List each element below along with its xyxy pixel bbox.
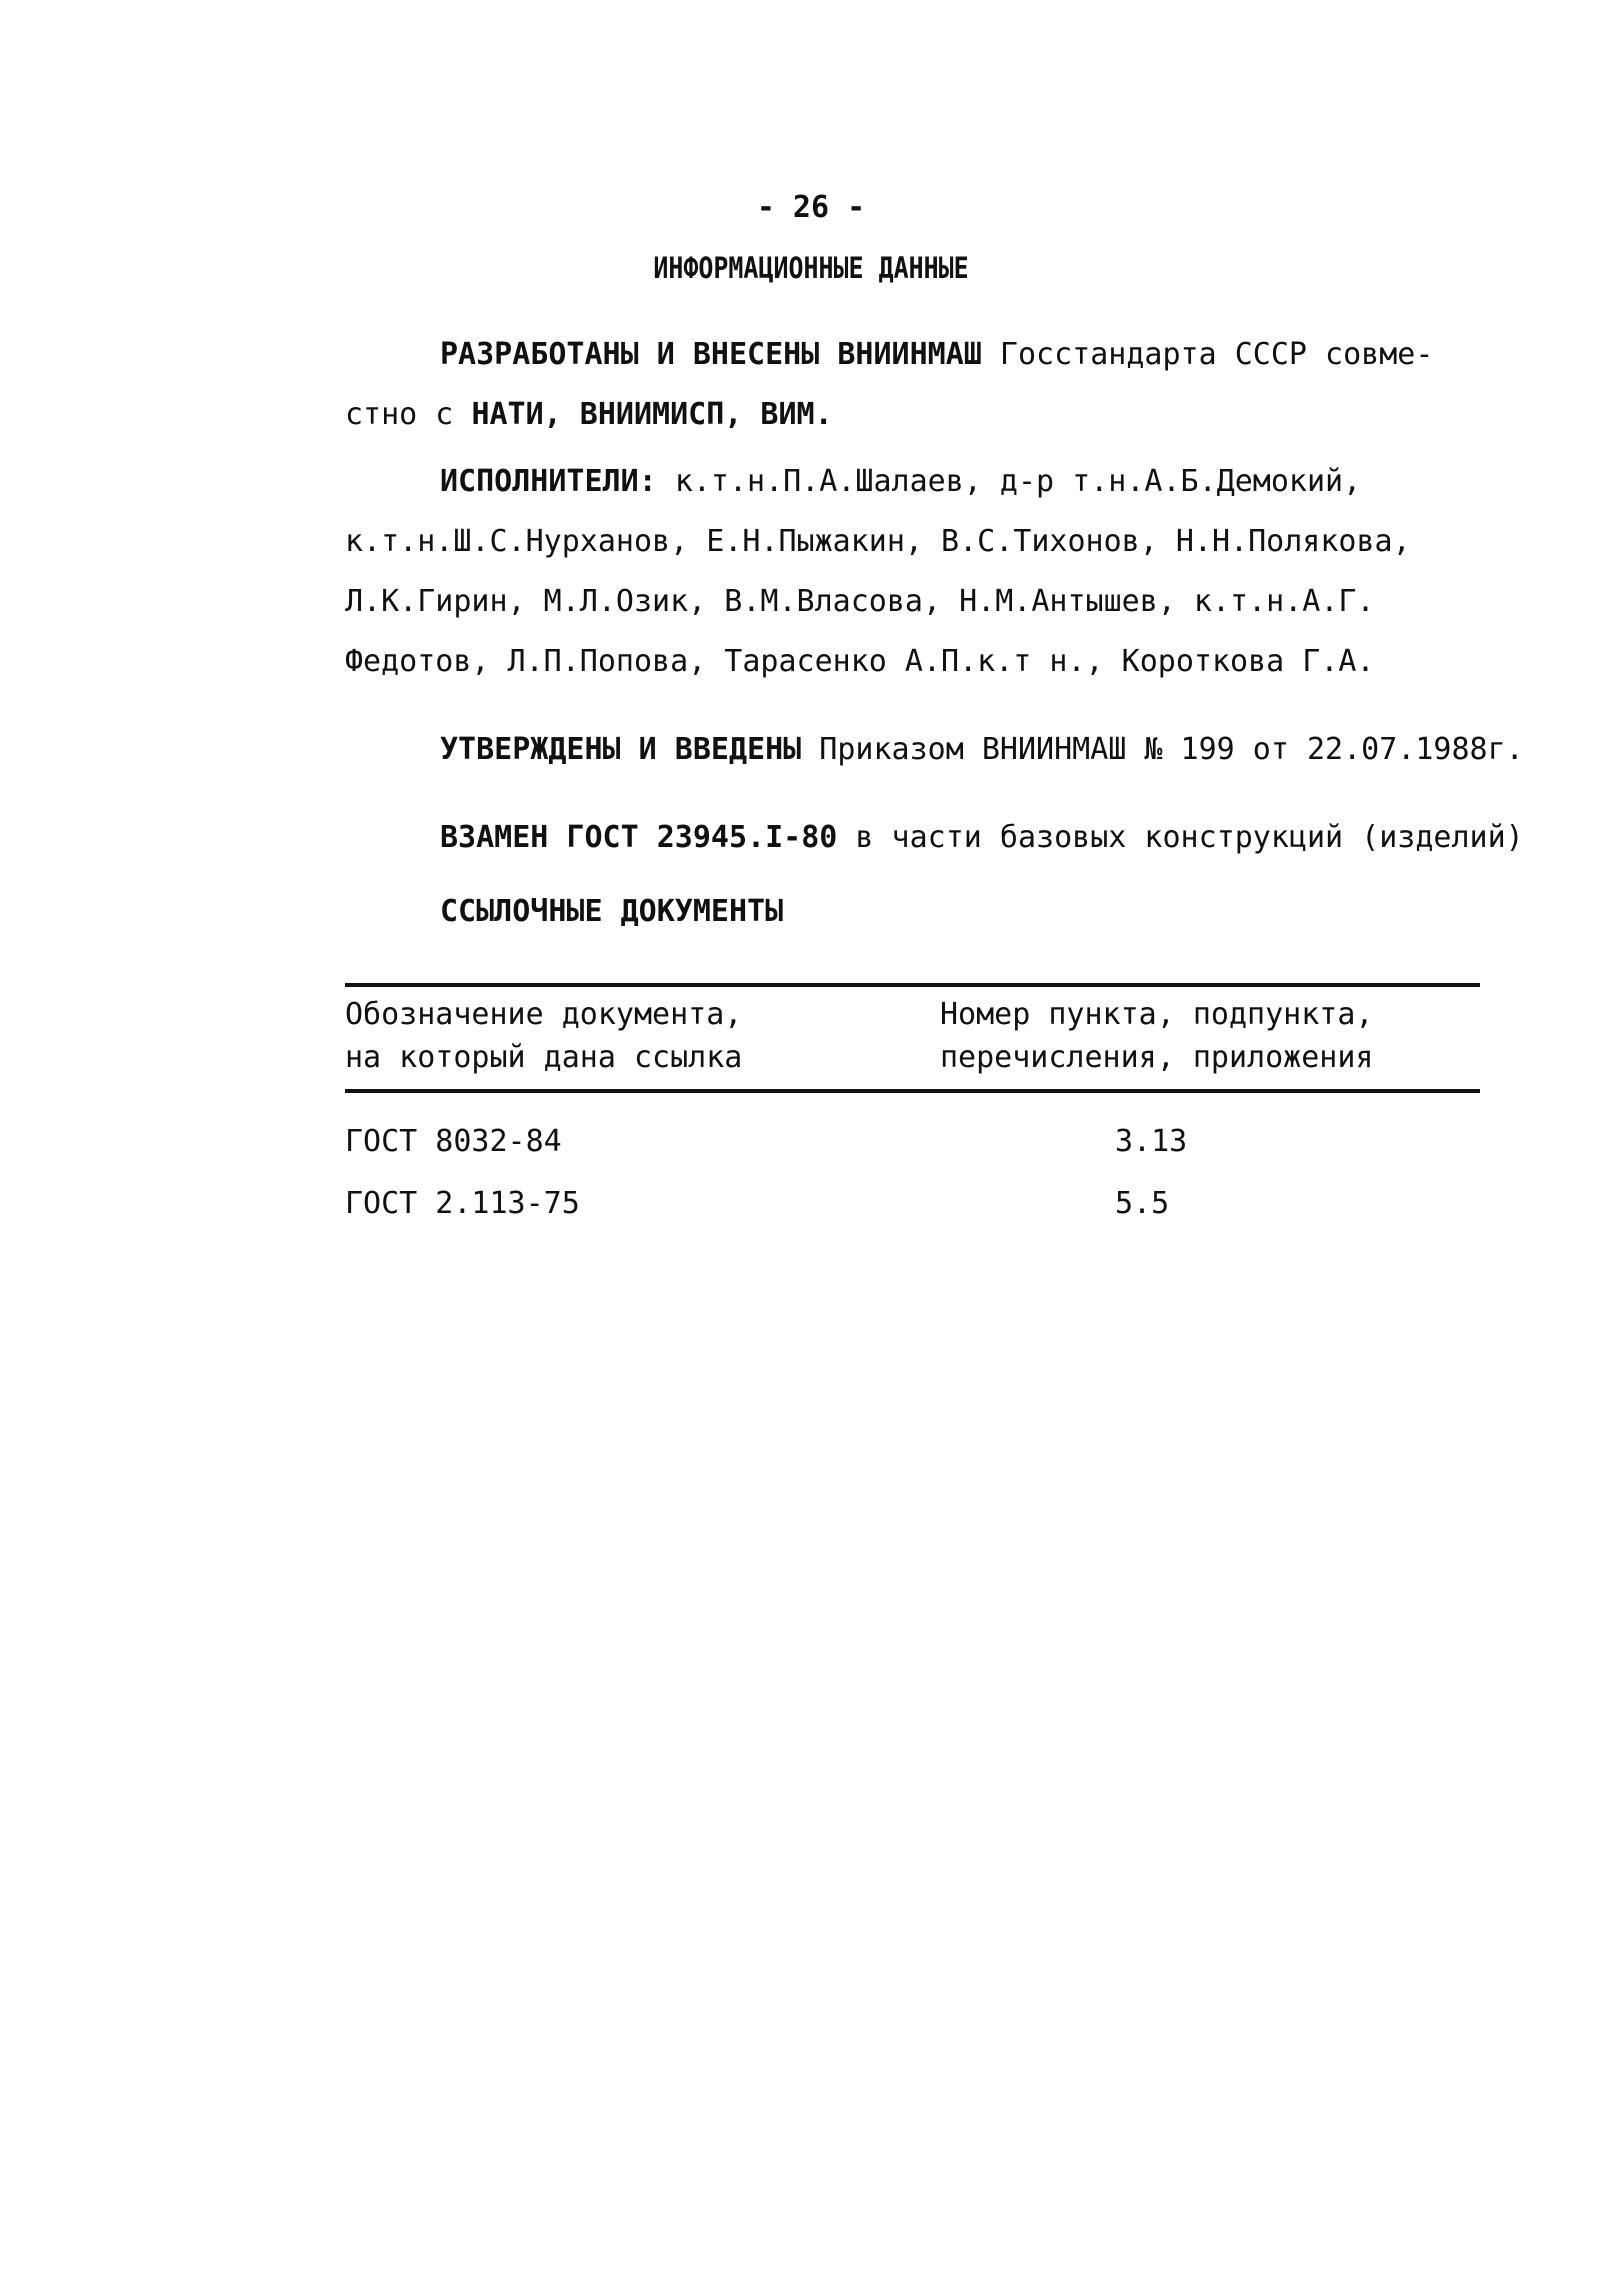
executors-line-3: Л.К.Гирин, М.Л.Озик, В.М.Власова, Н.М.Антышев, к.т.н.А.Г. <box>345 584 1375 619</box>
page-title: ИНФОРМАЦИОННЫЕ ДАННЫЕ <box>653 251 969 285</box>
executors-line-1 <box>440 462 1361 502</box>
developed-text-2: стно с <box>345 397 472 432</box>
developed-paragraph-line-2 <box>345 395 833 435</box>
executors-line-4: Федотов, Л.П.Попова, Тарасенко А.П.к.т н., Короткова Г.А. <box>345 644 1375 679</box>
table-header-document-line-1: Обозначение документа, <box>345 997 743 1032</box>
table-cell-document: ГОСТ 2.113-75 <box>345 1186 580 1221</box>
references-title: ССЫЛОЧНЫЕ ДОКУМЕНТЫ <box>440 894 784 929</box>
table-header-document-line-2: на который дана ссылка <box>345 1040 743 1075</box>
table-cell-item: 3.13 <box>1115 1124 1188 1159</box>
table-cell-document: ГОСТ 8032-84 <box>345 1124 562 1159</box>
developed-organizations: НАТИ, ВНИИМИСП, ВИМ. <box>471 397 833 432</box>
developed-label: РАЗРАБОТАНЫ И ВНЕСЕНЫ ВНИИНМАШ <box>440 337 982 372</box>
approved-label: УТВЕРЖДЕНЫ И ВВЕДЕНЫ <box>440 732 802 767</box>
approved-text: Приказом ВНИИНМАШ № 199 от 22.07.1988г. <box>819 732 1524 767</box>
table-header-item-line-2: перечисления, приложения <box>940 1040 1374 1075</box>
replaces-text: в части базовых конструкций (изделий) <box>855 820 1524 855</box>
table-cell-item: 5.5 <box>1115 1186 1170 1221</box>
approved-paragraph <box>440 730 1524 770</box>
developed-paragraph-line-1 <box>440 335 1433 375</box>
table-top-rule <box>345 983 1480 987</box>
developed-text: Госстандарта СССР совме- <box>999 337 1434 372</box>
table-header-rule <box>345 1089 1480 1093</box>
executors-text-1: к.т.н.П.А.Шалаев, д-р т.н.А.Б.Демокий, <box>674 464 1362 499</box>
replaces-label: ВЗАМЕН ГОСТ 23945.I-80 <box>440 820 838 855</box>
replaces-paragraph <box>440 818 1524 858</box>
executors-line-2: к.т.н.Ш.С.Нурханов, Е.Н.Пыжакин, В.С.Тихонов, Н.Н.Полякова, <box>345 524 1411 559</box>
executors-label: ИСПОЛНИТЕЛИ: <box>440 464 657 499</box>
page-number: - 26 - <box>756 190 866 225</box>
table-header-item-line-1: Номер пункта, подпункта, <box>940 997 1374 1032</box>
